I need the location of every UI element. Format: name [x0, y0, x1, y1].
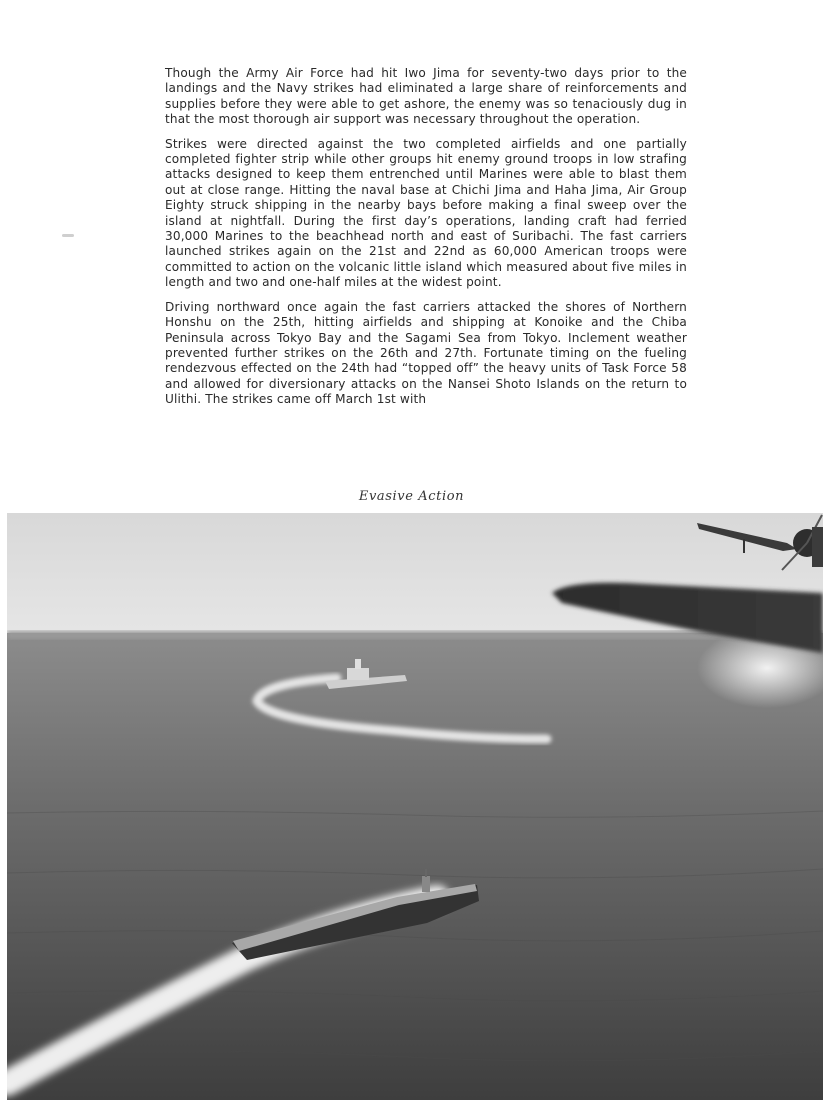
paragraph: Strikes were directed against the two completed airfields and one partially completed fighter strip while other groups hit enemy ground troops in low strafing attacks designed to keep them entrenched until Marines were able to blast them out at close range. Hitting the naval base at Chichi Jima and Haha Jima, Air Group Eighty struck shipping in the nearby bays before making a final sweep over the island at nightfall. During the first day’s operations, landing craft had ferried 30,000 Marines to the beachhead north and east of Suribachi. The fast carriers launched strikes again on the 21st and 22nd as 60,000 American troops were committed to action on the volcanic little island which measured about five miles in length and two and one-half miles at the widest point.	[165, 136, 687, 290]
margin-smudge	[62, 234, 74, 237]
paragraph: Though the Army Air Force had hit Iwo Jima for seventy-two days prior to the landings and the Navy strikes had eliminated a large share of reinforcements and supplies before they were able to get ashore, the enemy was so tenaciously dug in that the most thorough air support was necessary throughout the operation.	[165, 66, 687, 127]
figure-caption: Evasive Action	[358, 489, 465, 504]
article-body	[165, 66, 687, 417]
photograph-evasive-action	[7, 513, 823, 1100]
paragraph: Driving northward once again the fast carriers attacked the shores of Northern Honshu on the 25th, hitting airfields and shipping at Konoike and the Chiba Peninsula across Tokyo Bay and the Sagami Sea from Tokyo. Inclement weather prevented further strikes on the 26th and 27th. Fortunate timing on the fueling rendezvous effected on the 24th had “topped off” the heavy units of Task Force 58 and allowed for diversionary attacks on the Nansei Shoto Islands on the return to Ulithi. The strikes came off March 1st with	[165, 299, 687, 407]
